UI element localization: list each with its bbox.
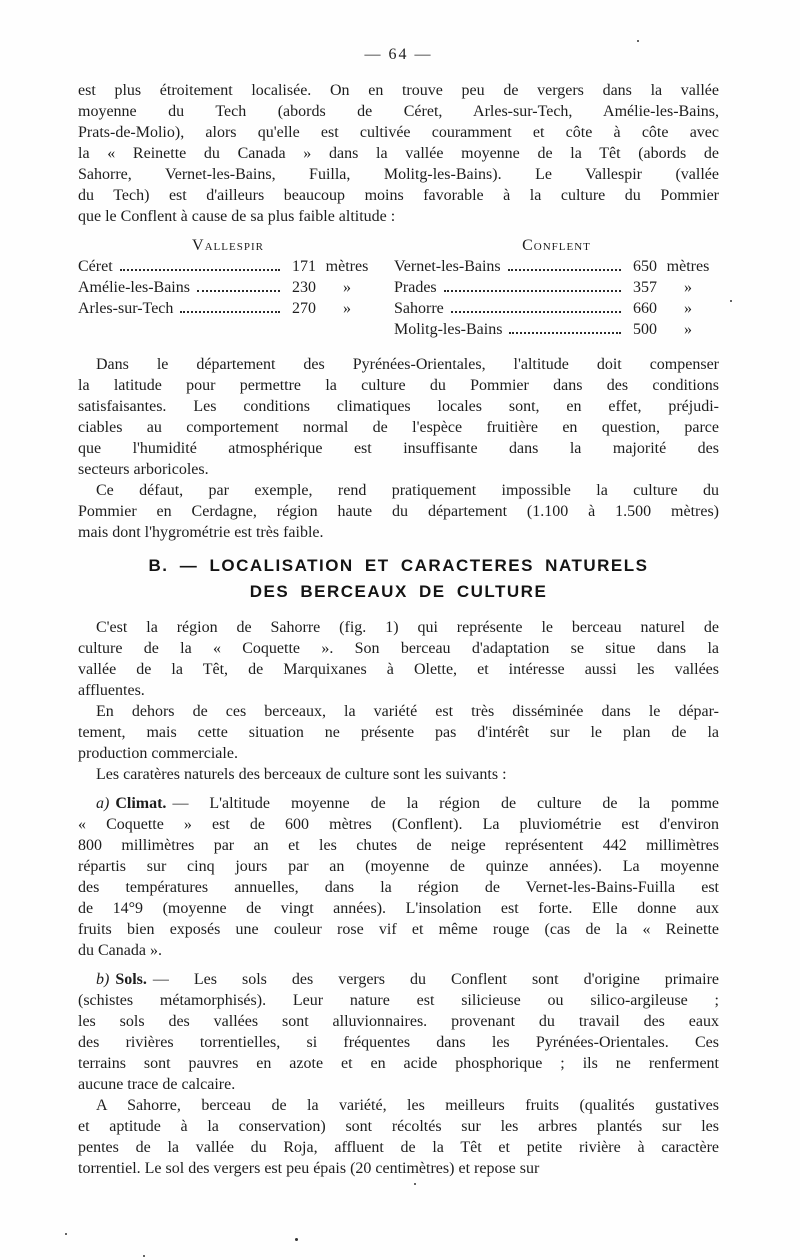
altitude-value: 270 bbox=[292, 300, 316, 317]
text-line: répartis sur cinq jours par an (moyenne de quinze années). La moyenne bbox=[78, 858, 719, 875]
section-heading-line2: DES BERCEAUX DE CULTURE bbox=[249, 582, 548, 601]
place-name: Molitg-les-Bains bbox=[394, 321, 503, 338]
text-line: Les caratères naturels des berceaux de culture sont les suivants : bbox=[96, 766, 507, 783]
paragraph-altitude bbox=[78, 354, 719, 480]
text-line: affluentes. bbox=[78, 682, 145, 699]
text-line: Ce défaut, par exemple, rend pratiquement impossible la culture du bbox=[96, 482, 719, 499]
section-heading bbox=[78, 553, 719, 605]
altitude-unit: mètres bbox=[666, 258, 710, 275]
text-line: moyenne du Tech (abords de Céret, Arles-sur-Tech, Amélie-les-Bains, bbox=[78, 103, 719, 120]
text-line: C'est la région de Sahorre (fig. 1) qui représente le berceau naturel de bbox=[96, 619, 719, 636]
altitude-table bbox=[78, 236, 719, 340]
altitude-unit: » bbox=[684, 300, 692, 317]
item-label: a) bbox=[96, 795, 110, 812]
vallespir-header: Vallespir bbox=[192, 237, 264, 254]
text-line: est plus étroitement localisée. On en trouve peu de vergers dans la vallée bbox=[78, 82, 719, 99]
text-line: 800 millimètres par an et les chutes de neige représentent 442 millimètres bbox=[78, 837, 719, 854]
dot-leader bbox=[180, 311, 280, 313]
text-line: de 14°9 (moyenne de vingt années). L'insolation est forte. Elle donne aux bbox=[78, 900, 719, 917]
text-line: « Coquette » est de 600 mètres (Conflent). La pluviométrie est d'environ bbox=[78, 816, 719, 833]
scan-speck bbox=[143, 1255, 145, 1257]
item-label: b) bbox=[96, 971, 110, 988]
text-line: la latitude pour permettre la culture du Pommier dans des conditions bbox=[78, 377, 719, 394]
altitude-value: 660 bbox=[633, 300, 657, 317]
text-line: des rivières torrentielles, si fréquentes dans les Pyrénées-Orientales. Ces bbox=[78, 1034, 719, 1051]
scan-speck bbox=[730, 300, 732, 302]
text-line: culture de la « Coquette ». Son berceau d'adaptation se situe dans la bbox=[78, 640, 719, 657]
paragraph-berceau bbox=[78, 617, 719, 701]
text-run: — L'altitude moyenne de la région de culture de la pomme bbox=[172, 795, 719, 812]
text-line: terrains sont pauvres en azote et en acide phosphorique ; ils ne renferment bbox=[78, 1055, 719, 1072]
place-name: Sahorre bbox=[394, 300, 444, 317]
text-line: la « Reinette du Canada » dans la vallée moyenne de la Têt (abords de bbox=[78, 145, 719, 162]
altitude-unit: » bbox=[343, 300, 351, 317]
dot-leader bbox=[508, 269, 621, 271]
text-line: tement, mais cette situation ne présente pas d'intérêt sur le plan de la bbox=[78, 724, 719, 741]
text-line: que le Conflent à cause de sa plus faible altitude : bbox=[78, 208, 396, 225]
conflent-column bbox=[394, 236, 719, 340]
dot-leader bbox=[444, 290, 621, 292]
text-line: En dehors de ces berceaux, la variété est très disséminée dans le dépar- bbox=[96, 703, 719, 720]
altitude-value: 357 bbox=[633, 279, 657, 296]
vallespir-column bbox=[78, 236, 378, 340]
place-name: Arles-sur-Tech bbox=[78, 300, 174, 317]
text-line: ciables au comportement normal de l'espèce fruitière en question, parce bbox=[78, 419, 719, 436]
text-run: — Les sols des vergers du Conflent sont d'origine primaire bbox=[152, 971, 719, 988]
text-line: du Tech) est d'ailleurs beaucoup moins favorable à la culture du Pommier bbox=[78, 187, 719, 204]
place-name: Prades bbox=[394, 279, 437, 296]
paragraph-intro bbox=[78, 80, 719, 227]
text-line bbox=[78, 969, 719, 990]
text-line: A Sahorre, berceau de la variété, les meilleurs fruits (qualités gustatives bbox=[96, 1097, 719, 1114]
dot-leader bbox=[120, 269, 280, 271]
altitude-value: 230 bbox=[292, 279, 316, 296]
altitude-value: 171 bbox=[292, 258, 316, 275]
text-line: que l'humidité atmosphérique est insuffisante dans la majorité des bbox=[78, 440, 719, 457]
table-row bbox=[394, 319, 719, 340]
text-column bbox=[78, 0, 719, 1179]
altitude-value: 500 bbox=[633, 321, 657, 338]
table-row bbox=[394, 277, 719, 298]
text-line: du Canada ». bbox=[78, 942, 162, 959]
table-row bbox=[78, 277, 378, 298]
table-row bbox=[78, 256, 378, 277]
text-line: des températures annuelles, dans la région de Vernet-les-Bains-Fuilla est bbox=[78, 879, 719, 896]
scan-speck bbox=[295, 1238, 298, 1241]
altitude-unit: » bbox=[343, 279, 351, 296]
text-line: (schistes métamorphisés). Leur nature est silicieuse ou silico-argileuse ; bbox=[78, 992, 719, 1009]
text-line bbox=[78, 793, 719, 814]
section-heading-line1: B. — LOCALISATION ET CARACTERES NATURELS bbox=[148, 556, 649, 575]
scan-speck bbox=[65, 1233, 67, 1235]
text-line: Pommier en Cerdagne, région haute du département (1.100 à 1.500 mètres) bbox=[78, 503, 719, 520]
paragraph-climat bbox=[78, 793, 719, 961]
scan-speck bbox=[414, 1183, 416, 1185]
altitude-unit: » bbox=[684, 321, 692, 338]
text-line: fruits bien exposés une couleur rose vif et même rouge (cas de la « Reinette bbox=[78, 921, 719, 938]
paragraph-sols bbox=[78, 969, 719, 1095]
text-line: satisfaisantes. Les conditions climatiques locales sont, en effet, préjudi- bbox=[78, 398, 719, 415]
text-line: torrentiel. Le sol des vergers est peu épais (20 centimètres) et repose sur bbox=[78, 1160, 540, 1177]
text-line: secteurs arboricoles. bbox=[78, 461, 209, 478]
altitude-value: 650 bbox=[633, 258, 657, 275]
text-line: pentes de la vallée du Roja, affluent de la Têt et petite rivière à caractère bbox=[78, 1139, 719, 1156]
text-line: Sahorre, Vernet-les-Bains, Fuilla, Molitg-les-Bains). Le Vallespir (vallée bbox=[78, 166, 719, 183]
dot-leader bbox=[197, 290, 280, 292]
dot-leader bbox=[451, 311, 621, 313]
text-line: les sols des vallées sont alluvionnaires. provenant du travail des eaux bbox=[78, 1013, 719, 1030]
paragraph-caracteres bbox=[78, 764, 719, 785]
conflent-header: Conflent bbox=[522, 237, 591, 254]
table-row bbox=[394, 298, 719, 319]
text-line: aucune trace de calcaire. bbox=[78, 1076, 236, 1093]
text-line: mais dont l'hygrométrie est très faible. bbox=[78, 524, 324, 541]
paragraph-sahorre-fruits bbox=[78, 1095, 719, 1179]
text-line: vallée de la Têt, de Marquixanes à Olette, et intéresse aussi les vallées bbox=[78, 661, 719, 678]
text-line: production commerciale. bbox=[78, 745, 238, 762]
page-number: — 64 — bbox=[364, 46, 433, 63]
item-term: Climat. bbox=[115, 795, 167, 812]
altitude-unit: » bbox=[684, 279, 692, 296]
place-name: Céret bbox=[78, 258, 113, 275]
item-term: Sols. bbox=[115, 971, 147, 988]
altitude-unit: mètres bbox=[325, 258, 369, 275]
text-line: Dans le département des Pyrénées-Orientales, l'altitude doit compenser bbox=[96, 356, 719, 373]
paragraph-cerdagne bbox=[78, 480, 719, 543]
paragraph-dissemination bbox=[78, 701, 719, 764]
table-row bbox=[78, 298, 378, 319]
place-name: Vernet-les-Bains bbox=[394, 258, 501, 275]
scan-speck bbox=[637, 40, 639, 42]
text-line: et aptitude à la conservation) sont récoltés sur les arbres plantés sur les bbox=[78, 1118, 719, 1135]
text-line: Prats-de-Molio), alors qu'elle est cultivée couramment et côte à côte avec bbox=[78, 124, 719, 141]
place-name: Amélie-les-Bains bbox=[78, 279, 190, 296]
dot-leader bbox=[509, 332, 621, 334]
table-row bbox=[394, 256, 719, 277]
